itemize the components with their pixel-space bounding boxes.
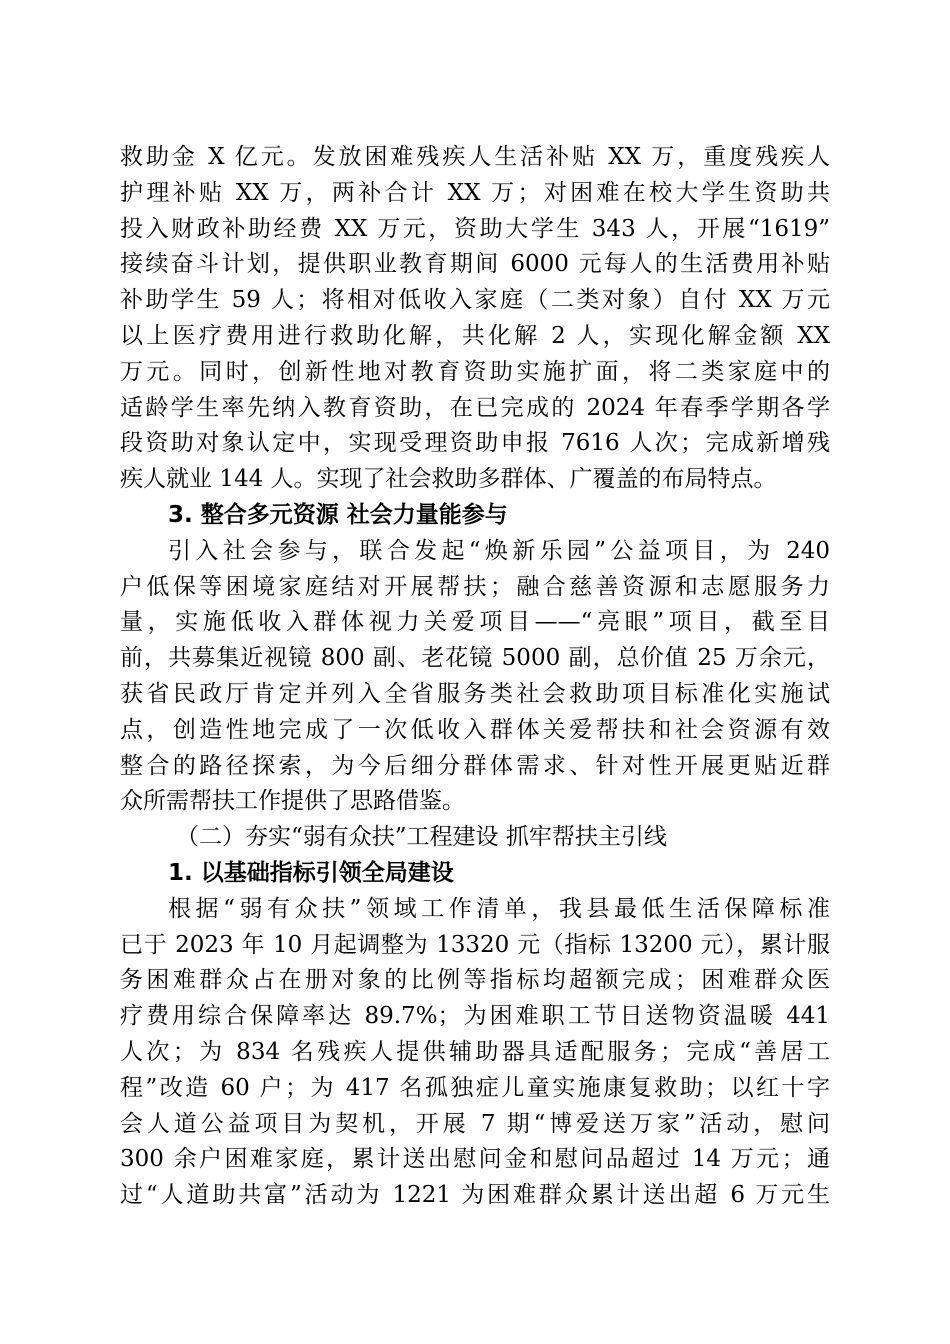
text-line: 投入财政补助经费 XX 万元，资助大学生 343 人，开展“1619” (120, 215, 830, 242)
text-line: 过“人道助共富”活动为 1221 为困难群众累计送出超 6 万元生 (120, 1182, 830, 1209)
text-line: 疗费用综合保障率达 89.7%；为困难职工节日送物资温暖 441 (120, 1003, 830, 1030)
text-line: 300 余户困难家庭，累计送出慰问金和慰问品超过 14 万元；通 (120, 1146, 830, 1173)
paragraph-basic-indicators (120, 892, 830, 1214)
text-line: 众所需帮扶工作提供了思路借鉴。 (120, 788, 465, 815)
text-line: 适龄学生率先纳入教育资助，在已完成的 2024 年春季学期各学 (120, 394, 830, 421)
text-line: 以上医疗费用进行救助化解，共化解 2 人，实现化解金额 XX (120, 322, 830, 349)
paragraph-social-assistance (120, 140, 830, 498)
text-line: 万元。同时，创新性地对教育资助实施扩面，将二类家庭中的 (120, 358, 830, 385)
text-line: 点，创造性地完成了一次低收入群体关爱帮扶和社会资源有效 (120, 716, 830, 743)
text-line: 补助学生 59 人；将相对低收入家庭（二类对象）自付 XX 万元 (120, 287, 830, 314)
text-line: 段资助对象认定中，实现受理资助申报 7616 人次；完成新增残 (120, 430, 830, 457)
text-line: 获省民政厅肯定并列入全省服务类社会救助项目标准化实施试 (120, 680, 830, 707)
text-line: 前，共募集近视镜 800 副、老花镜 5000 副，总价值 25 万余元， (120, 645, 830, 672)
text-line: 护理补贴 XX 万，两补合计 XX 万；对困难在校大学生资助共 (120, 179, 830, 206)
text-line: 整合的路径探索，为今后细分群体需求、针对性开展更贴近群 (120, 752, 830, 779)
section-subheading-2: （二）夯实“弱有众扶”工程建设 抓牢帮扶主引线 (176, 824, 667, 851)
text-line: 户低保等困境家庭结对开展帮扶；融合慈善资源和志愿服务力 (120, 573, 830, 600)
text-line: 引入社会参与，联合发起“焕新乐园”公益项目，为 240 (168, 537, 830, 564)
text-line: 已于 2023 年 10 月起调整为 13320 元（指标 13200 元），累计服 (120, 931, 830, 958)
section-heading-3: 3. 整合多元资源 社会力量能参与 (168, 501, 508, 528)
section-heading-1: 1. 以基础指标引领全局建设 (168, 859, 454, 886)
text-line: 救助金 X 亿元。发放困难残疾人生活补贴 XX 万，重度残疾人 (120, 144, 830, 170)
document-body (120, 140, 830, 1214)
text-line: 疾人就业 144 人。实现了社会救助多群体、广覆盖的布局特点。 (120, 466, 777, 493)
text-line: 量，实施低收入群体视力关爱项目——“亮眼”项目，截至目 (120, 609, 830, 636)
text-line: 程”改造 60 户；为 417 名孤独症儿童实施康复救助；以红十字 (120, 1074, 830, 1101)
paragraph-social-participation (120, 534, 830, 820)
text-line: 务困难群众占在册对象的比例等指标均超额完成；困难群众医 (120, 967, 830, 994)
text-line: 根据“弱有众扶”领域工作清单，我县最低生活保障标准 (168, 895, 830, 922)
text-line: 人次；为 834 名残疾人提供辅助器具适配服务；完成“善居工 (120, 1038, 830, 1065)
text-line: 接续奋斗计划，提供职业教育期间 6000 元每人的生活费用补贴 (120, 251, 830, 278)
text-line: 会人道公益项目为契机，开展 7 期“博爱送万家”活动，慰问 (120, 1110, 830, 1137)
